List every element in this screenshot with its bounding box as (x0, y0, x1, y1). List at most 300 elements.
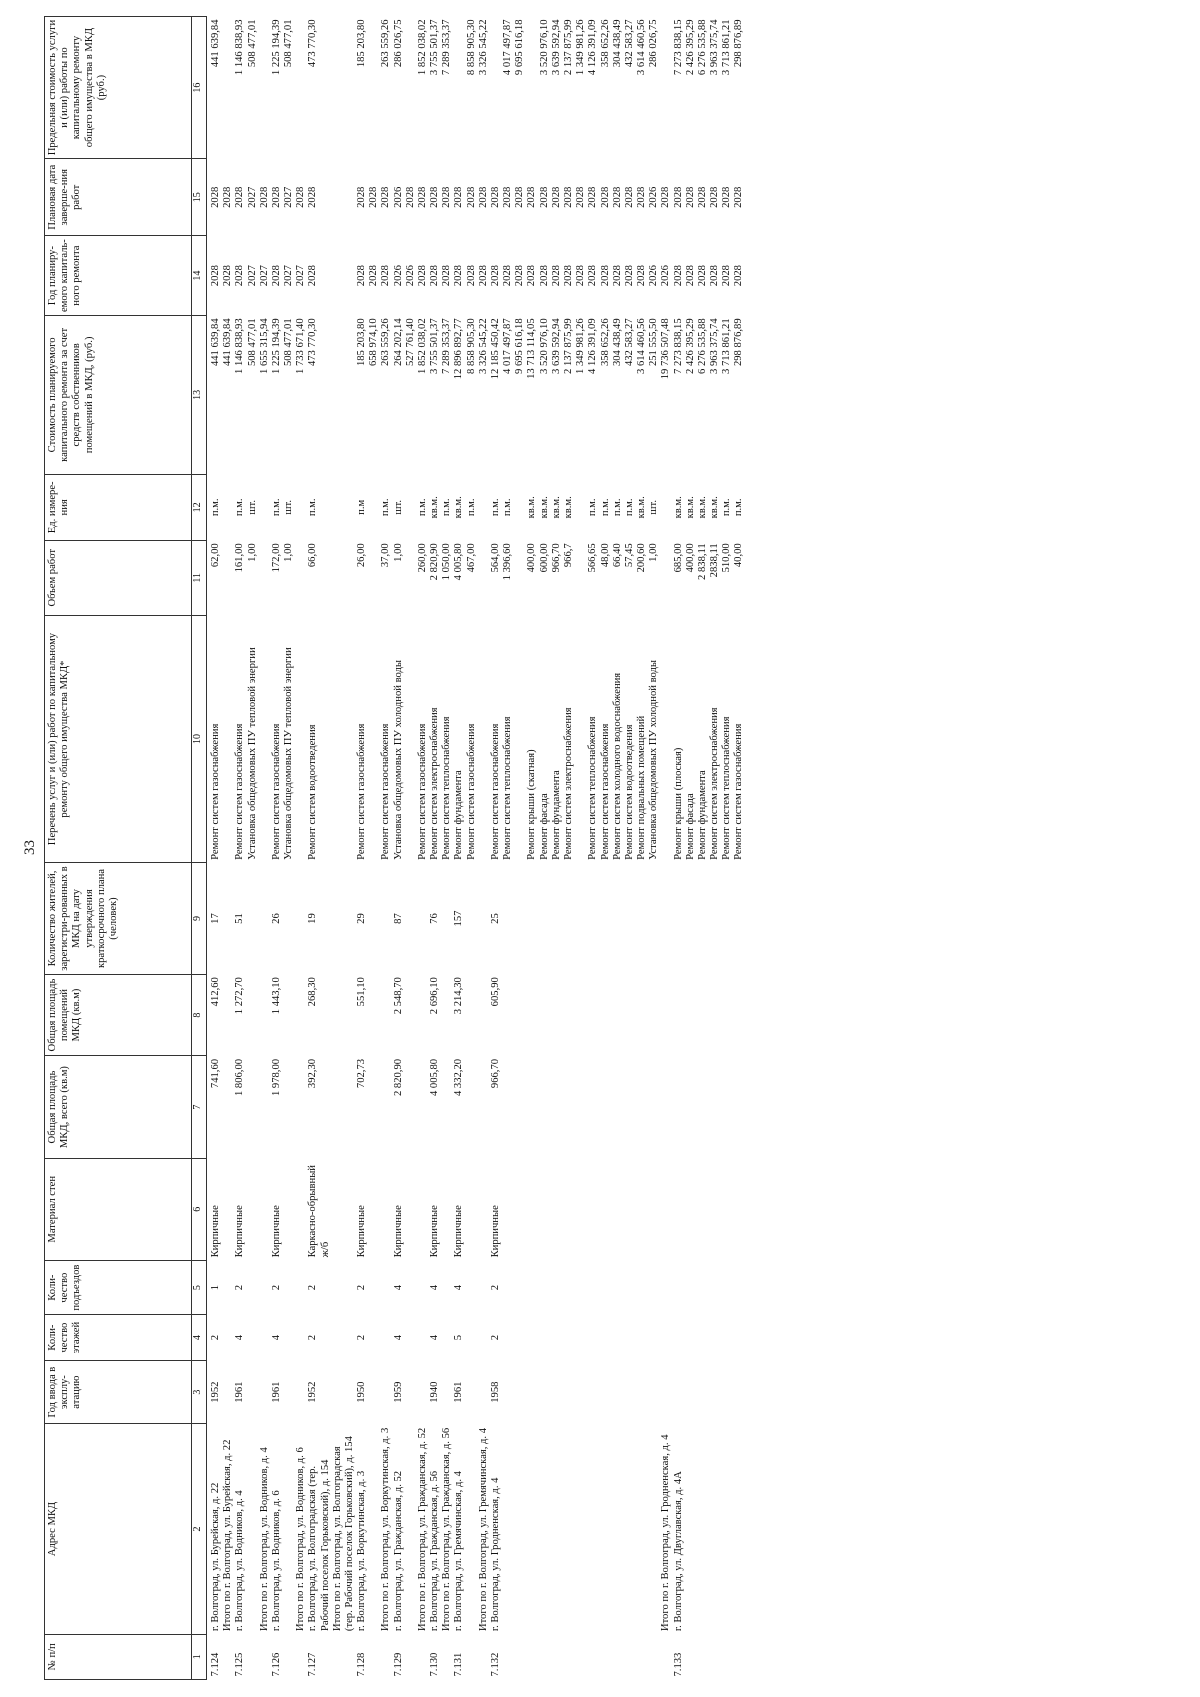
table-cell: 2 820,90 (392, 1058, 404, 1097)
table-cell (283, 1158, 295, 1260)
table-cell: 2028 (611, 186, 623, 208)
table-cell: 48,00 (599, 543, 611, 568)
table-cell (539, 1056, 551, 1158)
table-cell: п.м. (270, 498, 282, 517)
table-cell (514, 1634, 526, 1679)
table-cell (466, 1315, 478, 1360)
table-cell: 13 713 114,05 (526, 318, 538, 379)
table-cell (247, 863, 259, 974)
table-cell (733, 974, 745, 1056)
table-cell: Ремонт крыши (плоская) (672, 747, 684, 860)
table-cell: 2028 (380, 186, 392, 208)
column-header: Коли-чество подъездов (45, 1260, 192, 1315)
table-cell: 2028 (696, 186, 708, 208)
table-cell: г. Волгоград, ул. Бурейская, д. 22 (210, 1482, 221, 1632)
table-cell: 2028 (270, 265, 282, 287)
column-number: 5 (192, 1260, 207, 1315)
table-cell (259, 1315, 271, 1360)
table-cell: Ремонт систем электроснабжения (429, 707, 441, 860)
table-cell (295, 474, 307, 540)
table-cell (405, 17, 417, 159)
table-cell (295, 615, 307, 863)
table-cell: 7.127 (307, 1652, 319, 1677)
table-cell: 4 126 391,09 (587, 318, 599, 374)
table-cell (259, 540, 271, 615)
table-cell: 1 146 838,93 (234, 318, 246, 374)
table-cell (721, 974, 733, 1056)
table-cell: кв.м. (696, 496, 708, 519)
table-cell (514, 863, 526, 974)
table-cell (648, 1634, 660, 1679)
table-cell (259, 474, 271, 540)
table-cell (295, 17, 307, 159)
table-row (490, 17, 502, 1680)
table-cell: 7 289 353,37 (441, 318, 453, 374)
table-cell: Итого по г. Волгоград, ул. Водников, д. 4 (258, 1447, 270, 1632)
table-row (222, 17, 234, 1680)
table-cell (551, 1634, 563, 1679)
table-cell: 7.132 (489, 1652, 501, 1677)
table-cell: г. Волгоград, ул. Волгоградская (тер. Рабочий поселок Горьковский), д. 154 (307, 1459, 331, 1632)
table-cell: кв.м. (672, 496, 684, 519)
table-cell (685, 1424, 697, 1634)
table-cell (332, 1634, 356, 1679)
table-row (356, 17, 368, 1680)
table-cell (612, 1056, 624, 1158)
table-cell (685, 1634, 697, 1679)
table-cell: 298 876,89 (733, 318, 745, 367)
table-cell (368, 1315, 380, 1360)
table-row (575, 17, 587, 1680)
table-cell (332, 863, 356, 974)
table-cell: 2028 (489, 265, 501, 287)
table-cell (636, 1424, 648, 1634)
table-cell: 702,73 (356, 1058, 368, 1089)
table-cell: 2028 (538, 265, 550, 287)
table-cell: 1 852 038,02 (416, 318, 428, 374)
table-cell: Ремонт крыши (скатная) (526, 749, 538, 860)
table-cell (332, 540, 356, 615)
column-header: Объем работ (45, 540, 192, 615)
table-cell (648, 863, 660, 974)
table-cell: 2 (270, 1285, 282, 1291)
column-header: № п/п (45, 1634, 192, 1679)
table-cell (600, 1260, 612, 1315)
table-cell (466, 1260, 478, 1315)
table-cell (332, 236, 356, 316)
table-cell (368, 1158, 380, 1260)
table-cell (502, 1056, 514, 1158)
table-cell: 3 614 460,56 (636, 318, 648, 374)
table-cell (709, 1260, 721, 1315)
table-cell: Кирпичные (392, 1205, 404, 1258)
table-cell: 12 896 892,77 (453, 318, 465, 380)
table-cell: 441 639,84 (210, 318, 221, 367)
column-number: 12 (192, 474, 207, 540)
table-cell: Итого по г. Волгоград, ул. Бурейская, д. 22 (222, 1439, 234, 1632)
table-cell: 2028 (575, 265, 587, 287)
page-number: 33 (22, 840, 38, 855)
table-cell (697, 1056, 709, 1158)
table-cell (685, 1260, 697, 1315)
table-cell: 400,00 (526, 543, 538, 573)
table-row (259, 17, 271, 1680)
table-cell (222, 1634, 234, 1679)
table-cell: 2028 (307, 186, 319, 208)
table-cell: г. Волгоград, ул. Воркутинская, д. 3 (356, 1470, 368, 1632)
table-cell: 2027 (246, 265, 258, 287)
table-cell: 26,00 (356, 543, 368, 568)
table-cell (539, 1315, 551, 1360)
table-cell (648, 1056, 660, 1158)
table-cell: 2 820,90 (429, 543, 441, 581)
table-cell: 2838,11 (709, 543, 721, 578)
table-cell: 3 639 592,94 (550, 19, 562, 76)
table-cell (295, 974, 307, 1056)
table-cell: г. Волгоград, ул. Гражданская, д. 56 (429, 1470, 441, 1632)
table-cell (417, 1056, 429, 1158)
table-cell: 17 (210, 913, 221, 924)
table-cell: 264 202,14 (392, 318, 404, 367)
table-cell (575, 863, 587, 974)
table-cell (660, 974, 672, 1056)
column-number: 4 (192, 1315, 207, 1360)
table-cell (222, 1315, 234, 1360)
table-cell: 1 396,60 (502, 543, 514, 581)
table-cell (551, 974, 563, 1056)
table-cell (600, 1056, 612, 1158)
table-cell: 286 026,75 (392, 19, 404, 68)
table-cell (478, 1260, 490, 1315)
table-row (648, 17, 660, 1680)
table-cell (551, 1158, 563, 1260)
table-cell: кв.м. (453, 496, 465, 519)
column-header: Ед. измере-ния (45, 474, 192, 540)
table-cell: 2028 (709, 265, 721, 287)
table-cell: 2028 (672, 265, 684, 287)
table-cell: шт. (283, 500, 295, 515)
table-cell: 2028 (429, 265, 441, 287)
table-cell (624, 1360, 636, 1424)
table-cell (563, 1634, 575, 1679)
table-cell (575, 1315, 587, 1360)
table-cell (685, 1056, 697, 1158)
table-cell (466, 1158, 478, 1260)
table-row (417, 17, 429, 1680)
table-cell (405, 1158, 417, 1260)
column-header: Материал стен (45, 1158, 192, 1260)
table-cell (368, 540, 380, 615)
table-cell: 2026 (392, 265, 404, 287)
table-cell (441, 974, 453, 1056)
table-cell: 2 (210, 1334, 221, 1341)
table-cell: п.м. (234, 498, 246, 517)
table-cell (575, 1260, 587, 1315)
table-cell: 2028 (477, 186, 489, 208)
table-cell (417, 1634, 429, 1679)
table-cell: 2 426 395,29 (684, 19, 696, 76)
table-cell (332, 1315, 356, 1360)
table-cell (295, 1360, 307, 1424)
table-cell: 2028 (538, 186, 550, 208)
column-number: 3 (192, 1360, 207, 1424)
table-cell: 1 225 194,39 (270, 19, 282, 76)
table-cell: Ремонт систем газоснабжения (465, 723, 477, 860)
table-cell: 286 026,75 (648, 19, 660, 68)
table-cell: п.м. (210, 498, 221, 517)
table-cell: 185 203,80 (356, 318, 368, 367)
column-number: 13 (192, 315, 207, 474)
table-cell: 441 639,84 (210, 19, 221, 68)
column-header: Коли-чество этажей (45, 1315, 192, 1360)
table-cell (733, 1634, 745, 1679)
table-row (295, 17, 307, 1680)
table-cell (514, 1260, 526, 1315)
table-cell (526, 1158, 538, 1260)
table-cell (636, 1315, 648, 1360)
table-cell: 2 (356, 1334, 368, 1341)
table-row (709, 17, 721, 1680)
table-cell: 2028 (222, 265, 234, 287)
table-cell: 7.125 (234, 1652, 246, 1677)
table-cell (514, 615, 526, 863)
table-cell (697, 1260, 709, 1315)
table-cell: 7 273 838,15 (672, 19, 684, 76)
table-cell: 9 695 616,18 (514, 19, 526, 76)
table-cell: 2 (234, 1285, 246, 1291)
table-cell (466, 1634, 478, 1679)
table-cell (636, 1056, 648, 1158)
column-number: 7 (192, 1056, 207, 1158)
table-cell: 1961 (234, 1381, 246, 1403)
table-cell: Итого по г. Волгоград, ул. Гремячинская, д. 4 (477, 1427, 489, 1632)
table-cell: 251 555,50 (648, 318, 660, 367)
table-cell: 2028 (636, 265, 648, 287)
table-cell (417, 1315, 429, 1360)
table-cell (551, 1360, 563, 1424)
table-cell: шт. (246, 500, 258, 515)
table-cell: 432 583,27 (623, 318, 635, 367)
table-cell (405, 863, 417, 974)
table-cell (685, 863, 697, 974)
table-cell (721, 1315, 733, 1360)
table-cell: 2028 (368, 186, 380, 208)
table-cell (526, 1056, 538, 1158)
table-row (660, 17, 672, 1680)
table-cell: 966,70 (550, 543, 562, 573)
table-cell: 157 (453, 910, 465, 927)
table-cell: Ремонт систем теплоснабжения (502, 716, 514, 860)
table-cell: 441 639,84 (222, 318, 234, 367)
table-cell: п.м. (416, 498, 428, 517)
table-row (551, 17, 563, 1680)
table-cell: 1959 (392, 1381, 404, 1403)
table-cell: г. Волгоград, ул. Водников, д. 4 (234, 1490, 246, 1632)
table-row (502, 17, 514, 1680)
table-cell (478, 1634, 490, 1679)
column-header: Общая площадь МКД, всего (кв.м) (45, 1056, 192, 1158)
table-cell: 2 (489, 1334, 501, 1341)
table-cell (673, 1360, 685, 1424)
table-cell (587, 1260, 599, 1315)
table-cell (697, 1158, 709, 1260)
table-cell (660, 1360, 672, 1424)
table-cell: п.м. (623, 498, 635, 517)
table-cell (283, 1056, 295, 1158)
column-number: 6 (192, 1158, 207, 1260)
table-cell (441, 863, 453, 974)
table-row (307, 17, 331, 1680)
table-cell (478, 1056, 490, 1158)
table-cell: Итого по г. Волгоград, ул. Волгоградская (тер. Рабочий поселок Горьковский), д. 154 (331, 1436, 355, 1632)
table-cell: 1 349 981,26 (575, 318, 587, 374)
table-cell (721, 1360, 733, 1424)
table-cell (514, 1424, 526, 1634)
table-cell: 358 652,26 (599, 318, 611, 367)
table-cell: 2028 (575, 186, 587, 208)
table-cell (636, 1360, 648, 1424)
table-cell: г. Волгоград, ул. Гродненская, д. 4 (489, 1477, 501, 1632)
table-cell: 2028 (623, 186, 635, 208)
table-cell: Ремонт фундамента (453, 770, 465, 860)
table-cell (259, 615, 271, 863)
table-row (526, 17, 538, 1680)
table-row (697, 17, 709, 1680)
table-row (587, 17, 599, 1680)
table-cell (332, 974, 356, 1056)
table-cell (648, 1158, 660, 1260)
table-cell (259, 1634, 271, 1679)
table-cell: 508 477,01 (246, 318, 258, 367)
table-cell (222, 974, 234, 1056)
table-cell: 3 963 375,74 (709, 318, 721, 374)
table-cell: Кирпичные (453, 1205, 465, 1258)
table-cell: 2028 (210, 186, 221, 208)
column-number: 14 (192, 236, 207, 316)
table-cell (526, 1634, 538, 1679)
table-cell (283, 1260, 295, 1315)
table-cell (222, 1360, 234, 1424)
table-cell (368, 863, 380, 974)
table-cell: 2027 (295, 265, 307, 287)
table-cell (514, 1360, 526, 1424)
table-cell (539, 863, 551, 974)
table-cell (332, 17, 356, 159)
column-header: Количество жителей, зарегистри-рованных в МКД на дату утверждения краткосрочного плана (человек) (45, 863, 192, 974)
table-cell: 3 326 545,22 (477, 318, 489, 374)
table-cell (247, 1360, 259, 1424)
table-cell: Установка общедомовых ПУ тепловой энергии (246, 647, 258, 860)
table-cell (648, 1424, 660, 1634)
table-cell (405, 615, 417, 863)
table-cell (673, 974, 685, 1056)
table-cell (417, 974, 429, 1056)
table-cell (478, 540, 490, 615)
table-cell (295, 1056, 307, 1158)
table-cell: 2028 (489, 186, 501, 208)
table-cell (222, 1158, 234, 1260)
table-cell (648, 1315, 660, 1360)
table-cell (368, 1360, 380, 1424)
table-cell (405, 1260, 417, 1315)
table-cell (405, 1056, 417, 1158)
table-cell (636, 1158, 648, 1260)
column-header: Год ввода в эксплу-атацию (45, 1360, 192, 1424)
table-cell (259, 1056, 271, 1158)
table-cell: кв.м. (709, 496, 721, 519)
table-row (466, 17, 478, 1680)
table-cell: Ремонт систем газоснабжения (356, 723, 368, 860)
table-cell (624, 863, 636, 974)
table-row (721, 17, 733, 1680)
table-cell: 2028 (696, 265, 708, 287)
table-cell (709, 1158, 721, 1260)
table-cell (478, 974, 490, 1056)
table-cell (502, 974, 514, 1056)
table-cell (247, 1424, 259, 1634)
table-cell (624, 974, 636, 1056)
table-cell: 2028 (721, 265, 733, 287)
table-cell (332, 1158, 356, 1260)
table-cell (587, 1634, 599, 1679)
table-cell: 7.129 (392, 1652, 404, 1677)
table-cell (283, 1360, 295, 1424)
table-cell (247, 1158, 259, 1260)
table-cell (551, 1315, 563, 1360)
table-cell (283, 1424, 295, 1634)
table-cell (332, 1056, 356, 1158)
column-header: Перечень услуг и (или) работ по капитальному ремонту общего имущества МКД* (45, 615, 192, 863)
table-cell (624, 1634, 636, 1679)
table-row (234, 17, 246, 1680)
table-cell: кв.м. (550, 496, 562, 519)
table-cell: 966,7 (562, 543, 574, 568)
table-cell (490, 17, 502, 159)
table-cell: Каркасно-обрывный ж/б (307, 1165, 331, 1258)
table-cell: Ремонт фасада (538, 793, 550, 860)
table-cell: 551,10 (356, 977, 368, 1007)
table-cell: 26 (270, 913, 282, 924)
table-cell: Ремонт систем газоснабжения (599, 723, 611, 860)
table-cell: 2028 (733, 265, 745, 287)
table-cell (600, 1158, 612, 1260)
table-cell: 2 426 395,29 (684, 318, 696, 374)
table-cell: 2 (307, 1285, 319, 1291)
table-cell: 12 185 450,42 (489, 318, 501, 380)
table-cell: 7.126 (270, 1652, 282, 1677)
table-cell (575, 540, 587, 615)
table-cell (222, 540, 234, 615)
table-cell: 508 477,01 (246, 19, 258, 68)
table-cell: 260,00 (416, 543, 428, 573)
table-cell: 3 639 592,94 (550, 318, 562, 374)
table-cell: 4 (392, 1334, 404, 1341)
table-cell (733, 1158, 745, 1260)
table-cell: 2028 (514, 186, 526, 208)
table-cell (587, 974, 599, 1056)
table-cell: 2028 (502, 265, 514, 287)
table-cell: 40,00 (733, 543, 745, 568)
table-cell: 2028 (636, 186, 648, 208)
table-cell (259, 17, 271, 159)
table-cell: 2028 (599, 265, 611, 287)
table-cell (247, 1315, 259, 1360)
table-cell: 3 614 460,56 (636, 19, 648, 76)
table-cell: Ремонт систем газоснабжения (210, 723, 221, 860)
column-number: 1 (192, 1634, 207, 1679)
table-cell (405, 474, 417, 540)
table-cell: 1 050,00 (441, 543, 453, 581)
